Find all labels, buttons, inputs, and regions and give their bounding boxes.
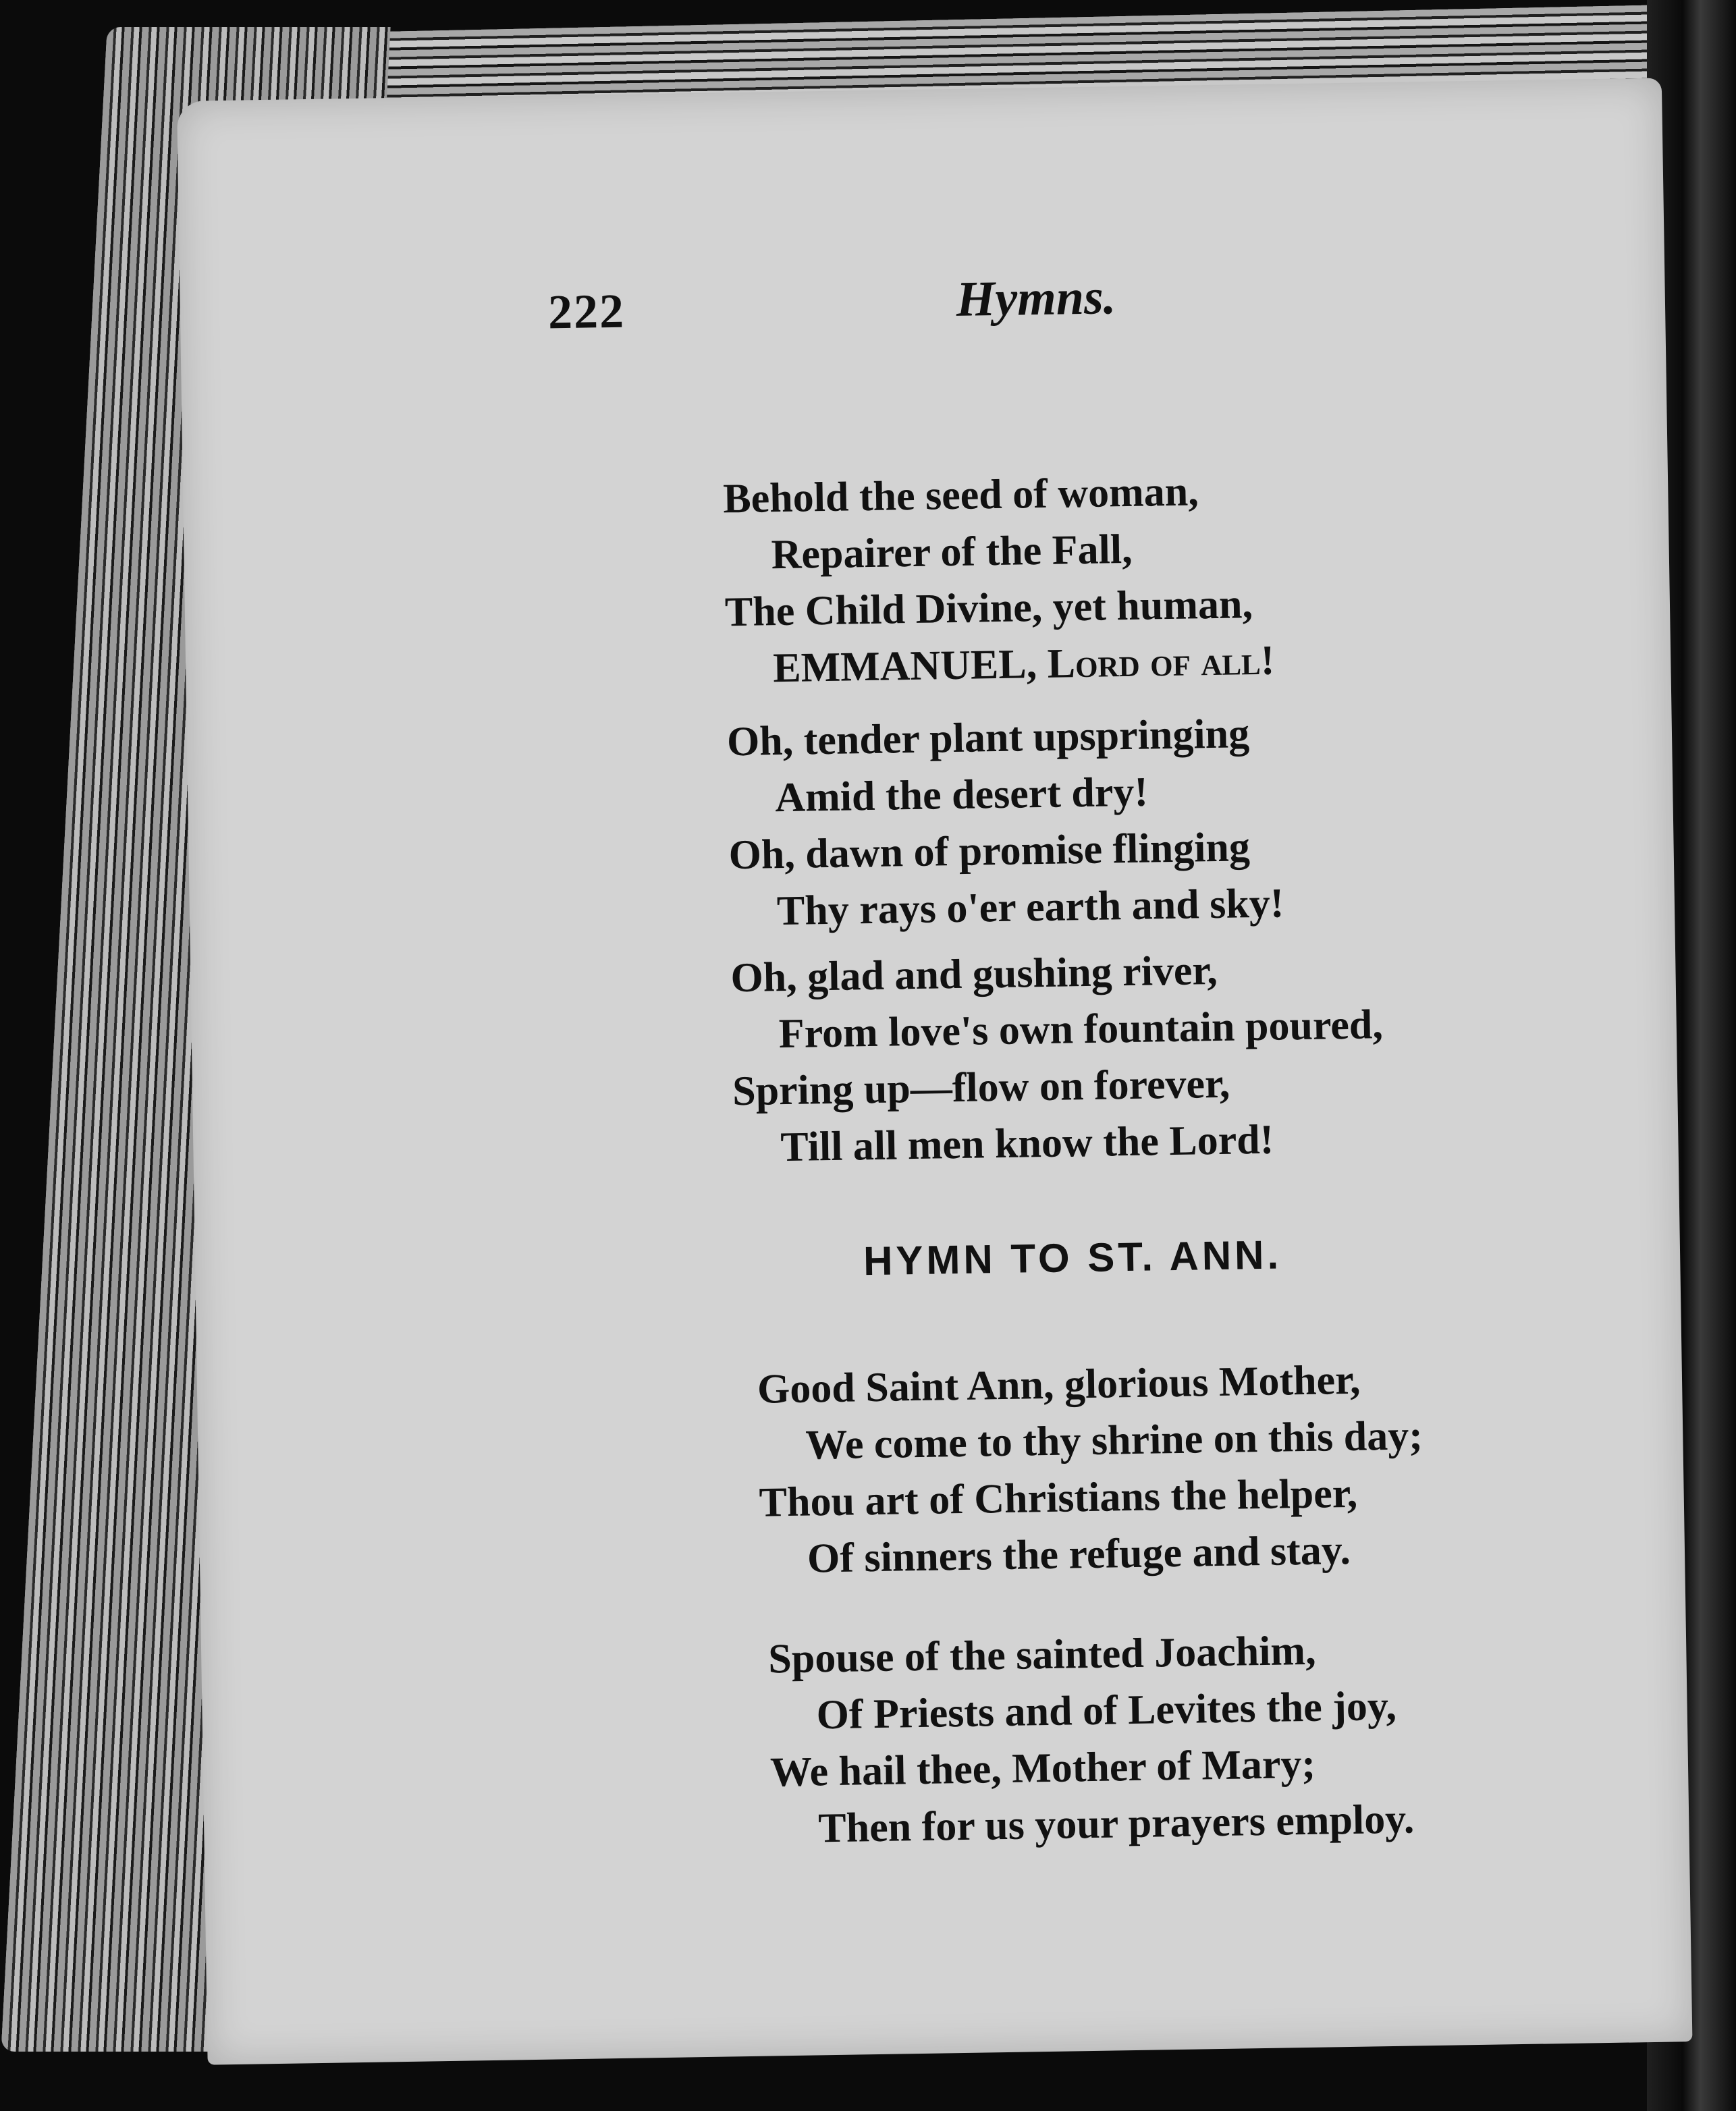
hymn-stanza-3 [730, 939, 1385, 1176]
stanza-line: From love's own fountain poured, [778, 1002, 1384, 1058]
stanza-line: Of Priests and of Levites the joy, [816, 1682, 1397, 1738]
stanza-line: Thou art of Christians the helper, [759, 1470, 1358, 1526]
stanza-line: Thy rays o'er earth and sky! [776, 880, 1284, 935]
page-content [177, 78, 1692, 2064]
stanza-line: The Child Divine, yet human, [724, 581, 1253, 636]
hymn-stanza-1 [723, 462, 1275, 698]
hymn-stanza-2 [726, 705, 1284, 940]
stanza-line: Oh, dawn of promise flinging [728, 824, 1251, 879]
stanza-line: Amid the desert dry! [774, 769, 1149, 821]
stanza-line: Spring up—flow on forever, [732, 1060, 1230, 1115]
stanza-line: Then for us your prayers employ. [817, 1796, 1415, 1852]
hymn-title: HYMN TO ST. ANN. [863, 1232, 1282, 1284]
stanza-line: We hail thee, Mother of Mary; [769, 1740, 1316, 1796]
stanza-line: Repairer of the Fall, [771, 526, 1133, 578]
stanza-line: Oh, glad and gushing river, [730, 947, 1218, 1002]
stanza-line: We come to thy shrine on this day; [805, 1413, 1423, 1469]
stanza-line: Behold the seed of woman, [722, 468, 1199, 522]
stanza-line: EMMANUEL, Lord of all! [772, 637, 1275, 692]
stanza-line: Oh, tender plant upspringing [726, 711, 1250, 765]
running-head: Hymns. [956, 269, 1116, 327]
book-page [177, 78, 1692, 2064]
stanza-line: Of sinners the refuge and stay. [807, 1527, 1351, 1582]
st-ann-stanza-2 [768, 1621, 1415, 1858]
stanza-line: Spouse of the sainted Joachim, [767, 1627, 1317, 1682]
page-number: 222 [547, 283, 626, 339]
stanza-line: Good Saint Ann, glorious Mother, [757, 1356, 1361, 1413]
stanza-line: Till all men know the Lord! [780, 1116, 1274, 1171]
st-ann-stanza-1 [757, 1350, 1425, 1587]
